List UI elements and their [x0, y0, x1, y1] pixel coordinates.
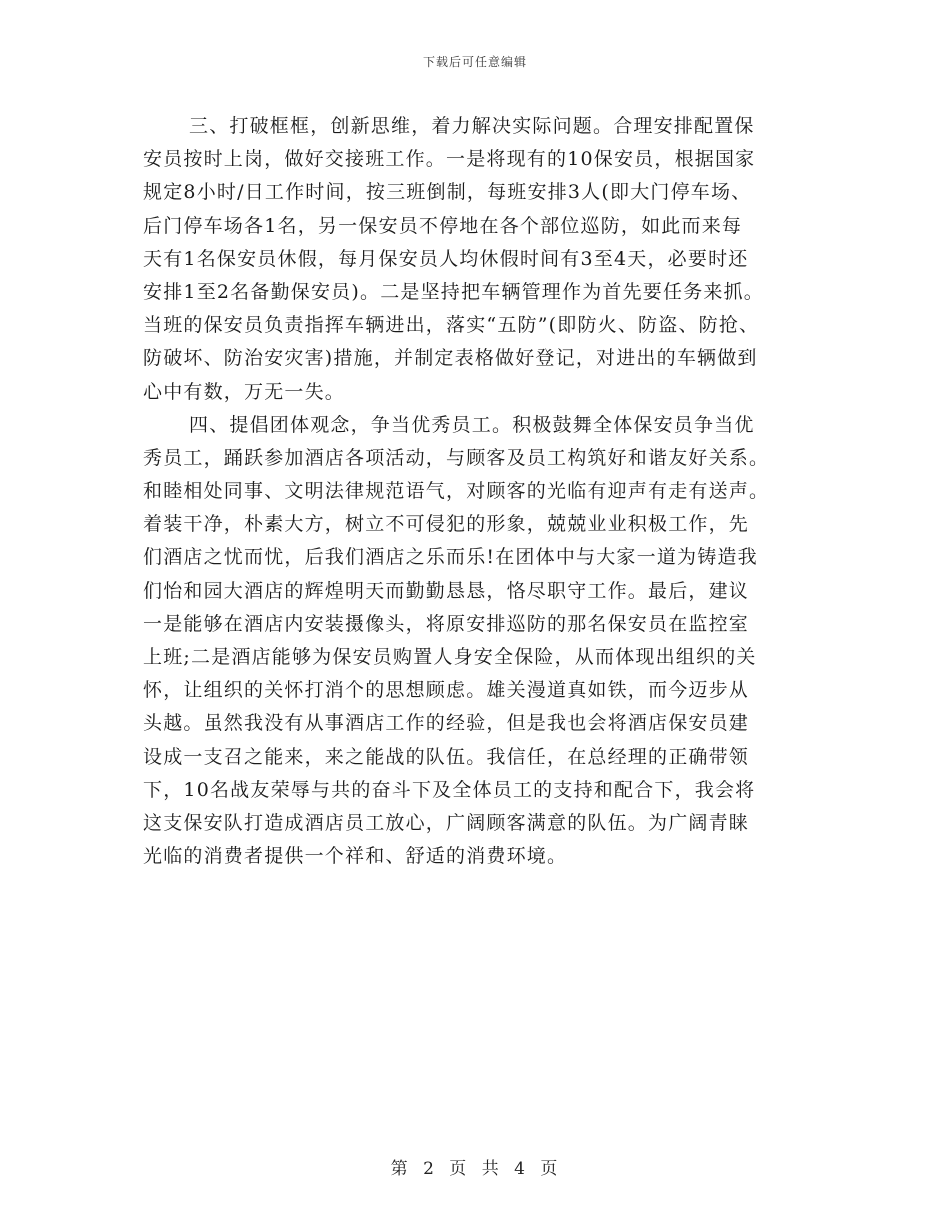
text-line: 们酒店之忧而忧，后我们酒店之乐而乐!在团体中与大家一道为铸造我: [143, 546, 758, 569]
text-line: 天有1名保安员休假，每月保安员人均休假时间有3至4天，必要时还: [143, 247, 749, 270]
text-line: 三、打破框框，创新思维，着力解决实际问题。合理安排配置保: [189, 115, 755, 137]
text-line: 当班的保安员负责指挥车辆进出，落实“五防”(即防火、防盗、防抢、: [143, 314, 760, 337]
text-line: 四、提倡团体观念，争当优秀员工。积极鼓舞全体保安员争当优: [189, 413, 755, 436]
text-line: 下，10名战友荣辱与共的奋斗下及全体员工的支持和配合下，我会将: [143, 778, 756, 801]
text-line: 怀，让组织的关怀打消个的思想顾虑。雄关漫道真如铁，而今迈步从: [143, 679, 750, 702]
text-line: 设成一支召之能来，来之能战的队伍。我信任，在总经理的正确带领: [143, 745, 750, 768]
text-line: 安员按时上岗，做好交接班工作。一是将现有的10保安员，根据国家: [143, 148, 756, 171]
text-line: 秀员工，踊跃参加酒店各项活动，与顾客及员工构筑好和谐友好关系。: [143, 446, 770, 469]
text-line: 光临的消费者提供一个祥和、舒适的消费环境。: [143, 845, 568, 868]
text-line: 后门停车场各1名，另一保安员不停地在各个部位巡防，如此而来每: [143, 214, 743, 237]
text-line: 上班;二是酒店能够为保安员购置人身安全保险，从而体现出组织的关: [143, 646, 757, 668]
text-line: 一是能够在酒店内安装摄像头，将原安排巡防的那名保安员在监控室: [143, 612, 750, 635]
body-text: [143, 110, 815, 873]
text-line: 和睦相处同事、文明法律规范语气，对顾客的光临有迎声有走有送声。: [143, 480, 770, 503]
text-line: 防破坏、防治安灾害)措施，并制定表格做好登记，对进出的车辆做到: [143, 347, 758, 370]
text-line: 这支保安队打造成酒店员工放心，广阔顾客满意的队伍。为广阔青睐: [143, 811, 750, 834]
text-line: 安排1至2名备勤保安员)。二是坚持把车辆管理作为首先要任务来抓。: [143, 280, 764, 303]
header-note: 下载后可任意编辑: [422, 55, 527, 69]
text-line: 规定8小时/日工作时间，按三班倒制，每班安排3人(即大门停车场、: [143, 181, 752, 204]
text-line: 心中有数，万无一失。: [143, 380, 346, 403]
paragraph-3: [143, 110, 815, 409]
text-line: 着装干净，朴素大方，树立不可侵犯的形象，兢兢业业积极工作，先: [143, 513, 750, 536]
text-line: 头越。虽然我没有从事酒店工作的经验，但是我也会将酒店保安员建: [143, 712, 750, 735]
text-line: 们怡和园大酒店的辉煌明天而勤勤恳恳，恪尽职守工作。最后，建议: [143, 579, 750, 602]
page-number-footer: 第 2 页 共 4 页: [390, 1159, 560, 1179]
paragraph-4: [143, 409, 815, 874]
